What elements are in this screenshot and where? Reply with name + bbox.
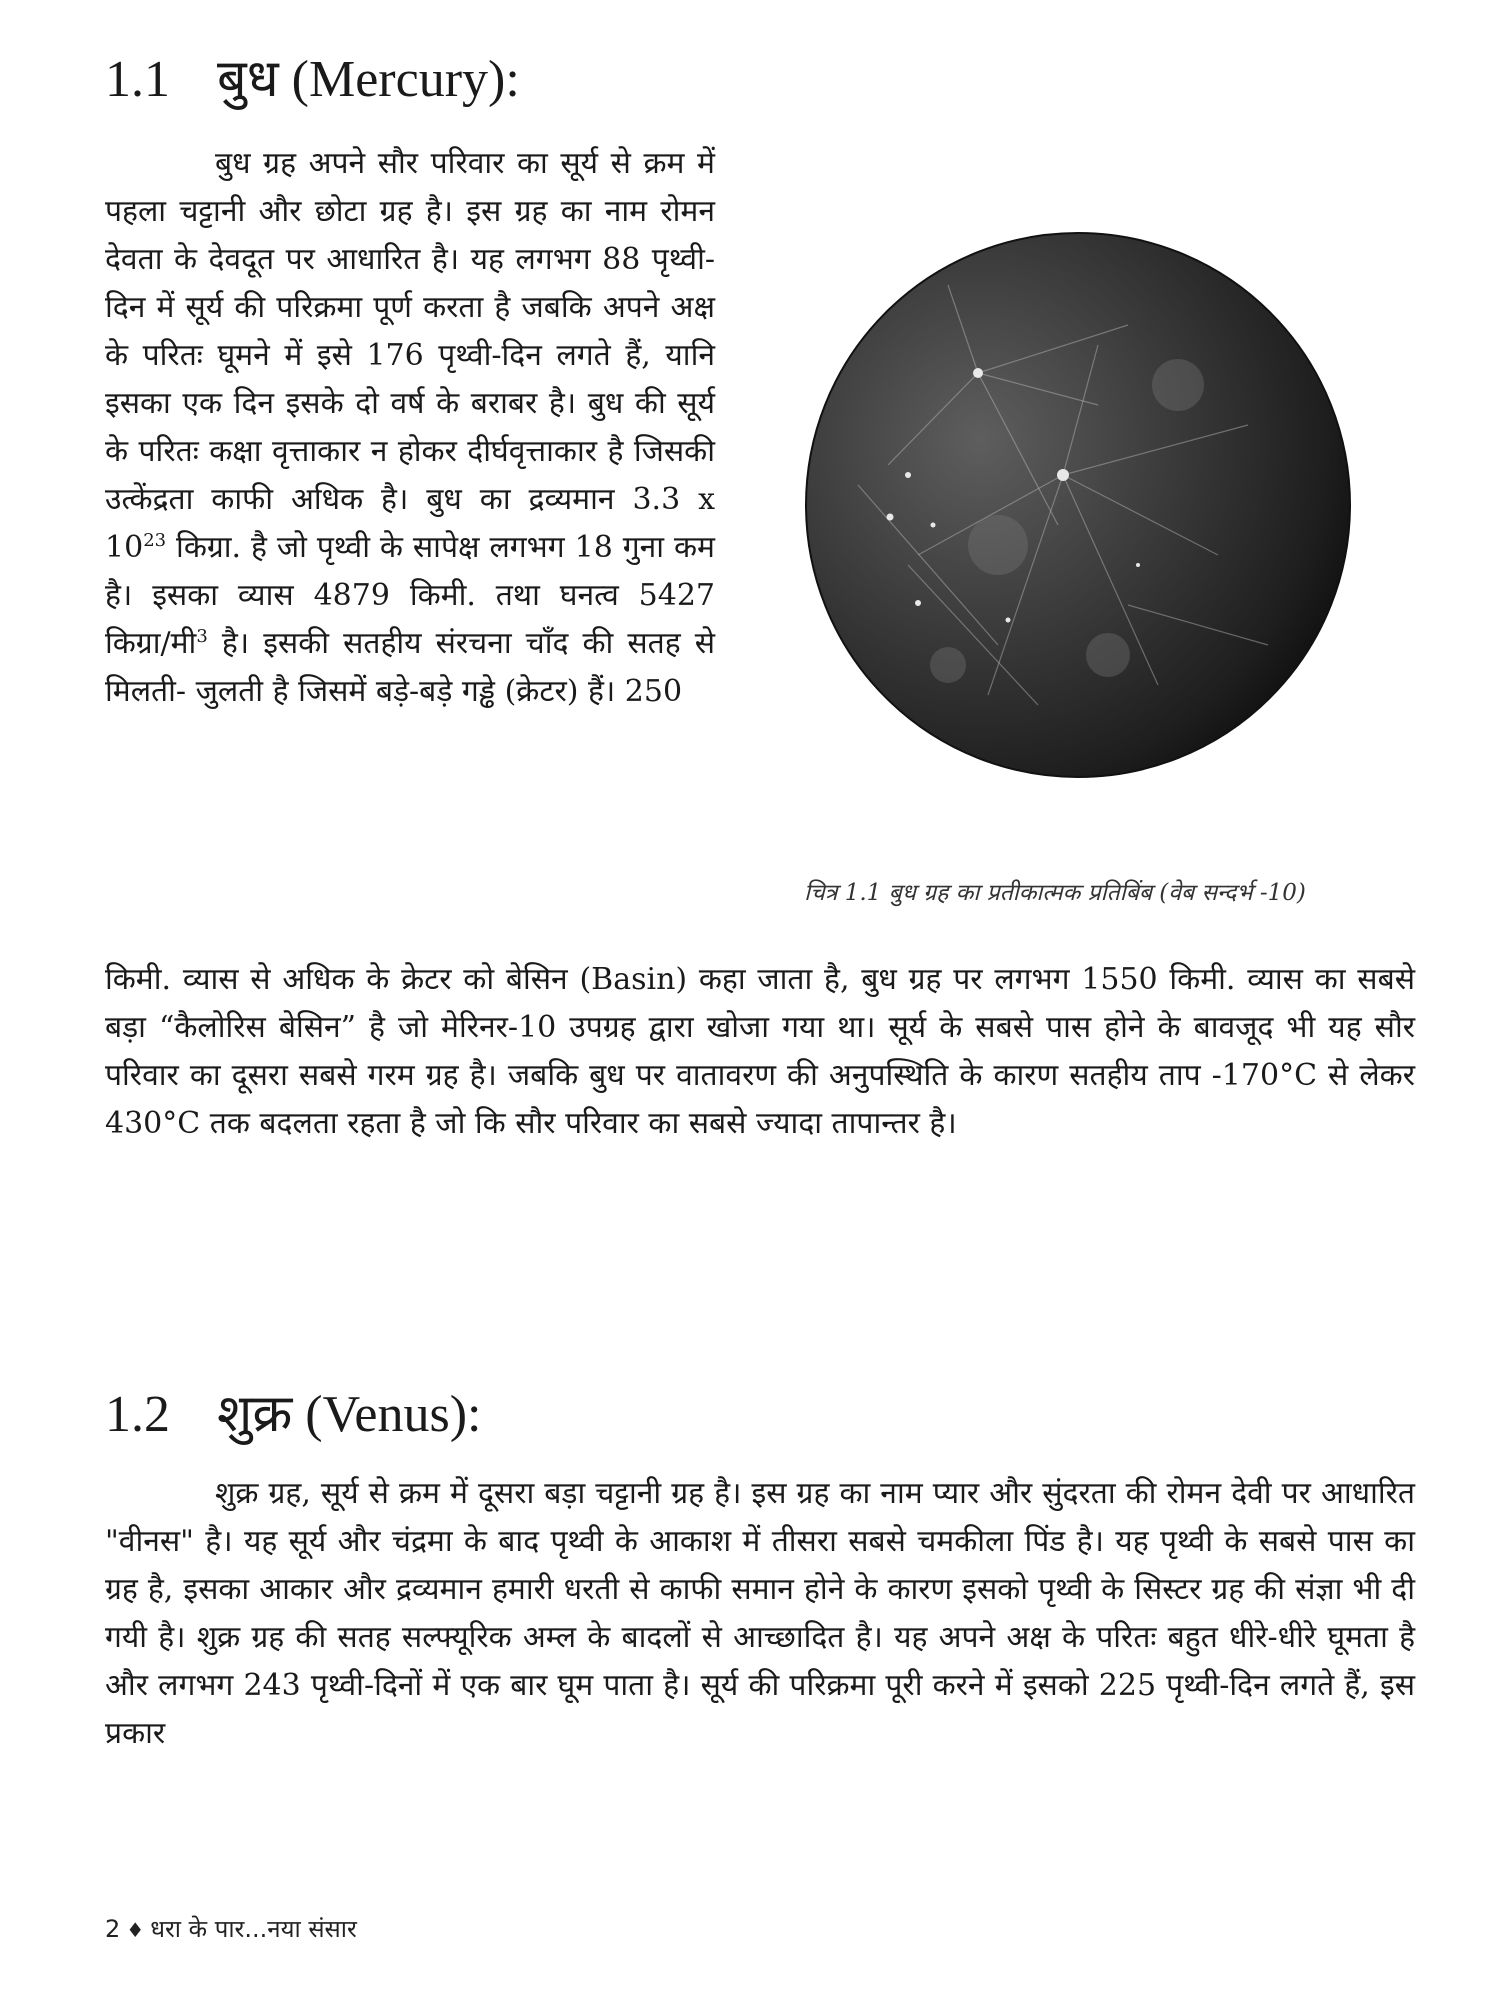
text-line: इसकी सतहीय संरचना चाँद की सतह से मिलती- bbox=[105, 626, 715, 709]
figure-caption: चित्र 1.1 बुध ग्रह का प्रतीकात्मक प्रतिबिंब (वेब सन्दर्भ -10) bbox=[804, 880, 1306, 906]
text-line: यह लगभग 88 पृथ्वी-दिन में सूर्य की परिक्रमा bbox=[105, 242, 715, 325]
text-line: में एक बार घूम पाता है। सूर्य की परिक्रमा पूरी करने में इसको 225 पृथ्वी-दिन लगते हैं, इस प्रकार bbox=[105, 1668, 1415, 1751]
text-line: होने के कारण इसको पृथ्वी के सिस्टर ग्रह की संज्ञा भी दी गयी है। शुक्र ग्रह की सतह सल्फ्यूरिक अम्ल के bbox=[105, 1572, 1415, 1655]
text-line: बुध ग्रह अपने सौर परिवार का सूर्य से bbox=[215, 146, 631, 181]
section-heading-mercury bbox=[105, 50, 520, 110]
mass-text: द्रव्यमान 3.3 x 10 bbox=[105, 482, 716, 565]
density-exponent: 3 bbox=[196, 626, 208, 647]
density-text-after: है। bbox=[207, 626, 250, 661]
text-line: अनुपस्थिति के कारण सतहीय ताप -170°C से लेकर 430°C तक बदलता रहता है जो कि सौर परिवार bbox=[105, 1058, 1415, 1141]
text-line: किमी. व्यास से अधिक के क्रेटर को बेसिन (Basin) कहा जाता है, बुध ग्रह पर लगभग 1550 किमी. bbox=[105, 962, 1236, 997]
page-number: 2 bbox=[105, 1915, 121, 1943]
text-line: दिन इसके दो वर्ष के बराबर है। बुध की सूर्य के bbox=[105, 386, 715, 469]
text-line: पिंड है। यह पृथ्वी के सबसे पास का ग्रह है, इसका आकार और द्रव्यमान हमारी धरती से काफी समान bbox=[105, 1524, 1415, 1607]
density-text: 4879 किमी. तथा घनत्व 5427 किग्रा/मी bbox=[105, 578, 716, 661]
text-line: जिसकी उत्केंद्रता काफी अधिक है। बुध का bbox=[105, 434, 715, 517]
text-line: देवी पर आधारित "वीनस" है। यह सूर्य और चंद्रमा के बाद पृथ्वी के आकाश में तीसरा सबसे चमकीला bbox=[105, 1476, 1415, 1559]
mercury-planet-image bbox=[798, 225, 1358, 785]
mercury-paragraph-1 bbox=[105, 140, 715, 716]
text-line: क्रम में पहला चट्टानी और छोटा ग्रह है। इस ग्रह bbox=[105, 146, 715, 229]
diamond-icon: ♦ bbox=[126, 1918, 145, 1942]
section-title: बुध (Mercury): bbox=[217, 51, 520, 108]
text-line: सापेक्ष लगभग 18 गुना कम है। इसका व्यास bbox=[105, 530, 715, 613]
text-line: का नाम रोमन देवता के देवदूत पर आधारित है। bbox=[105, 194, 716, 277]
text-line: इसे 176 पृथ्वी-दिन लगते हैं, यानि इसका एक bbox=[105, 338, 715, 421]
text-line: जुलती है जिसमें बड़े-बड़े गड्ढे (क्रेटर) हैं। 250 bbox=[195, 674, 683, 709]
section-title: शुक्र (Venus): bbox=[217, 1386, 482, 1443]
mass-text-after: किग्रा. है जो पृथ्वी के bbox=[166, 530, 403, 565]
section-number: 1.2 bbox=[105, 1386, 170, 1443]
section-heading-venus bbox=[105, 1385, 481, 1445]
section-number: 1.1 bbox=[105, 51, 170, 108]
text-line: परितः कक्षा वृत्ताकार न होकर दीर्घवृत्ताकार है bbox=[138, 434, 624, 469]
mercury-paragraph-2 bbox=[105, 956, 1415, 1148]
venus-paragraph bbox=[105, 1470, 1415, 1758]
mass-exponent: 23 bbox=[143, 530, 167, 551]
text-line: व्यास का सबसे बड़ा “कैलोरिस बेसिन” है जो मेरिनर-10 उपग्रह द्वारा खोजा गया था। सूर्य के सबसे पास bbox=[105, 962, 1415, 1045]
mercury-figure bbox=[798, 225, 1358, 785]
text-line: का सबसे ज्यादा तापान्तर है। bbox=[648, 1106, 957, 1141]
text-line: होने के बावजूद भी यह सौर परिवार का दूसरा सबसे गरम ग्रह है। जबकि बुध पर वातावरण की bbox=[105, 1010, 1415, 1093]
page-footer bbox=[105, 1912, 357, 1945]
book-title: धरा के पार...नया संसार bbox=[150, 1915, 357, 1943]
text-line: बादलों से आच्छादित है। यह अपने अक्ष के परितः बहुत धीरे-धीरे घूमता है और लगभग 243 पृथ्वी-दिनों bbox=[105, 1620, 1416, 1703]
text-line: पूर्ण करता है जबकि अपने अक्ष के परितः घूमने में bbox=[105, 290, 715, 373]
text-line: शुक्र ग्रह, सूर्य से क्रम में दूसरा बड़ा चट्टानी ग्रह है। इस ग्रह का नाम प्यार और सुंदरता की रोमन bbox=[215, 1476, 1222, 1511]
